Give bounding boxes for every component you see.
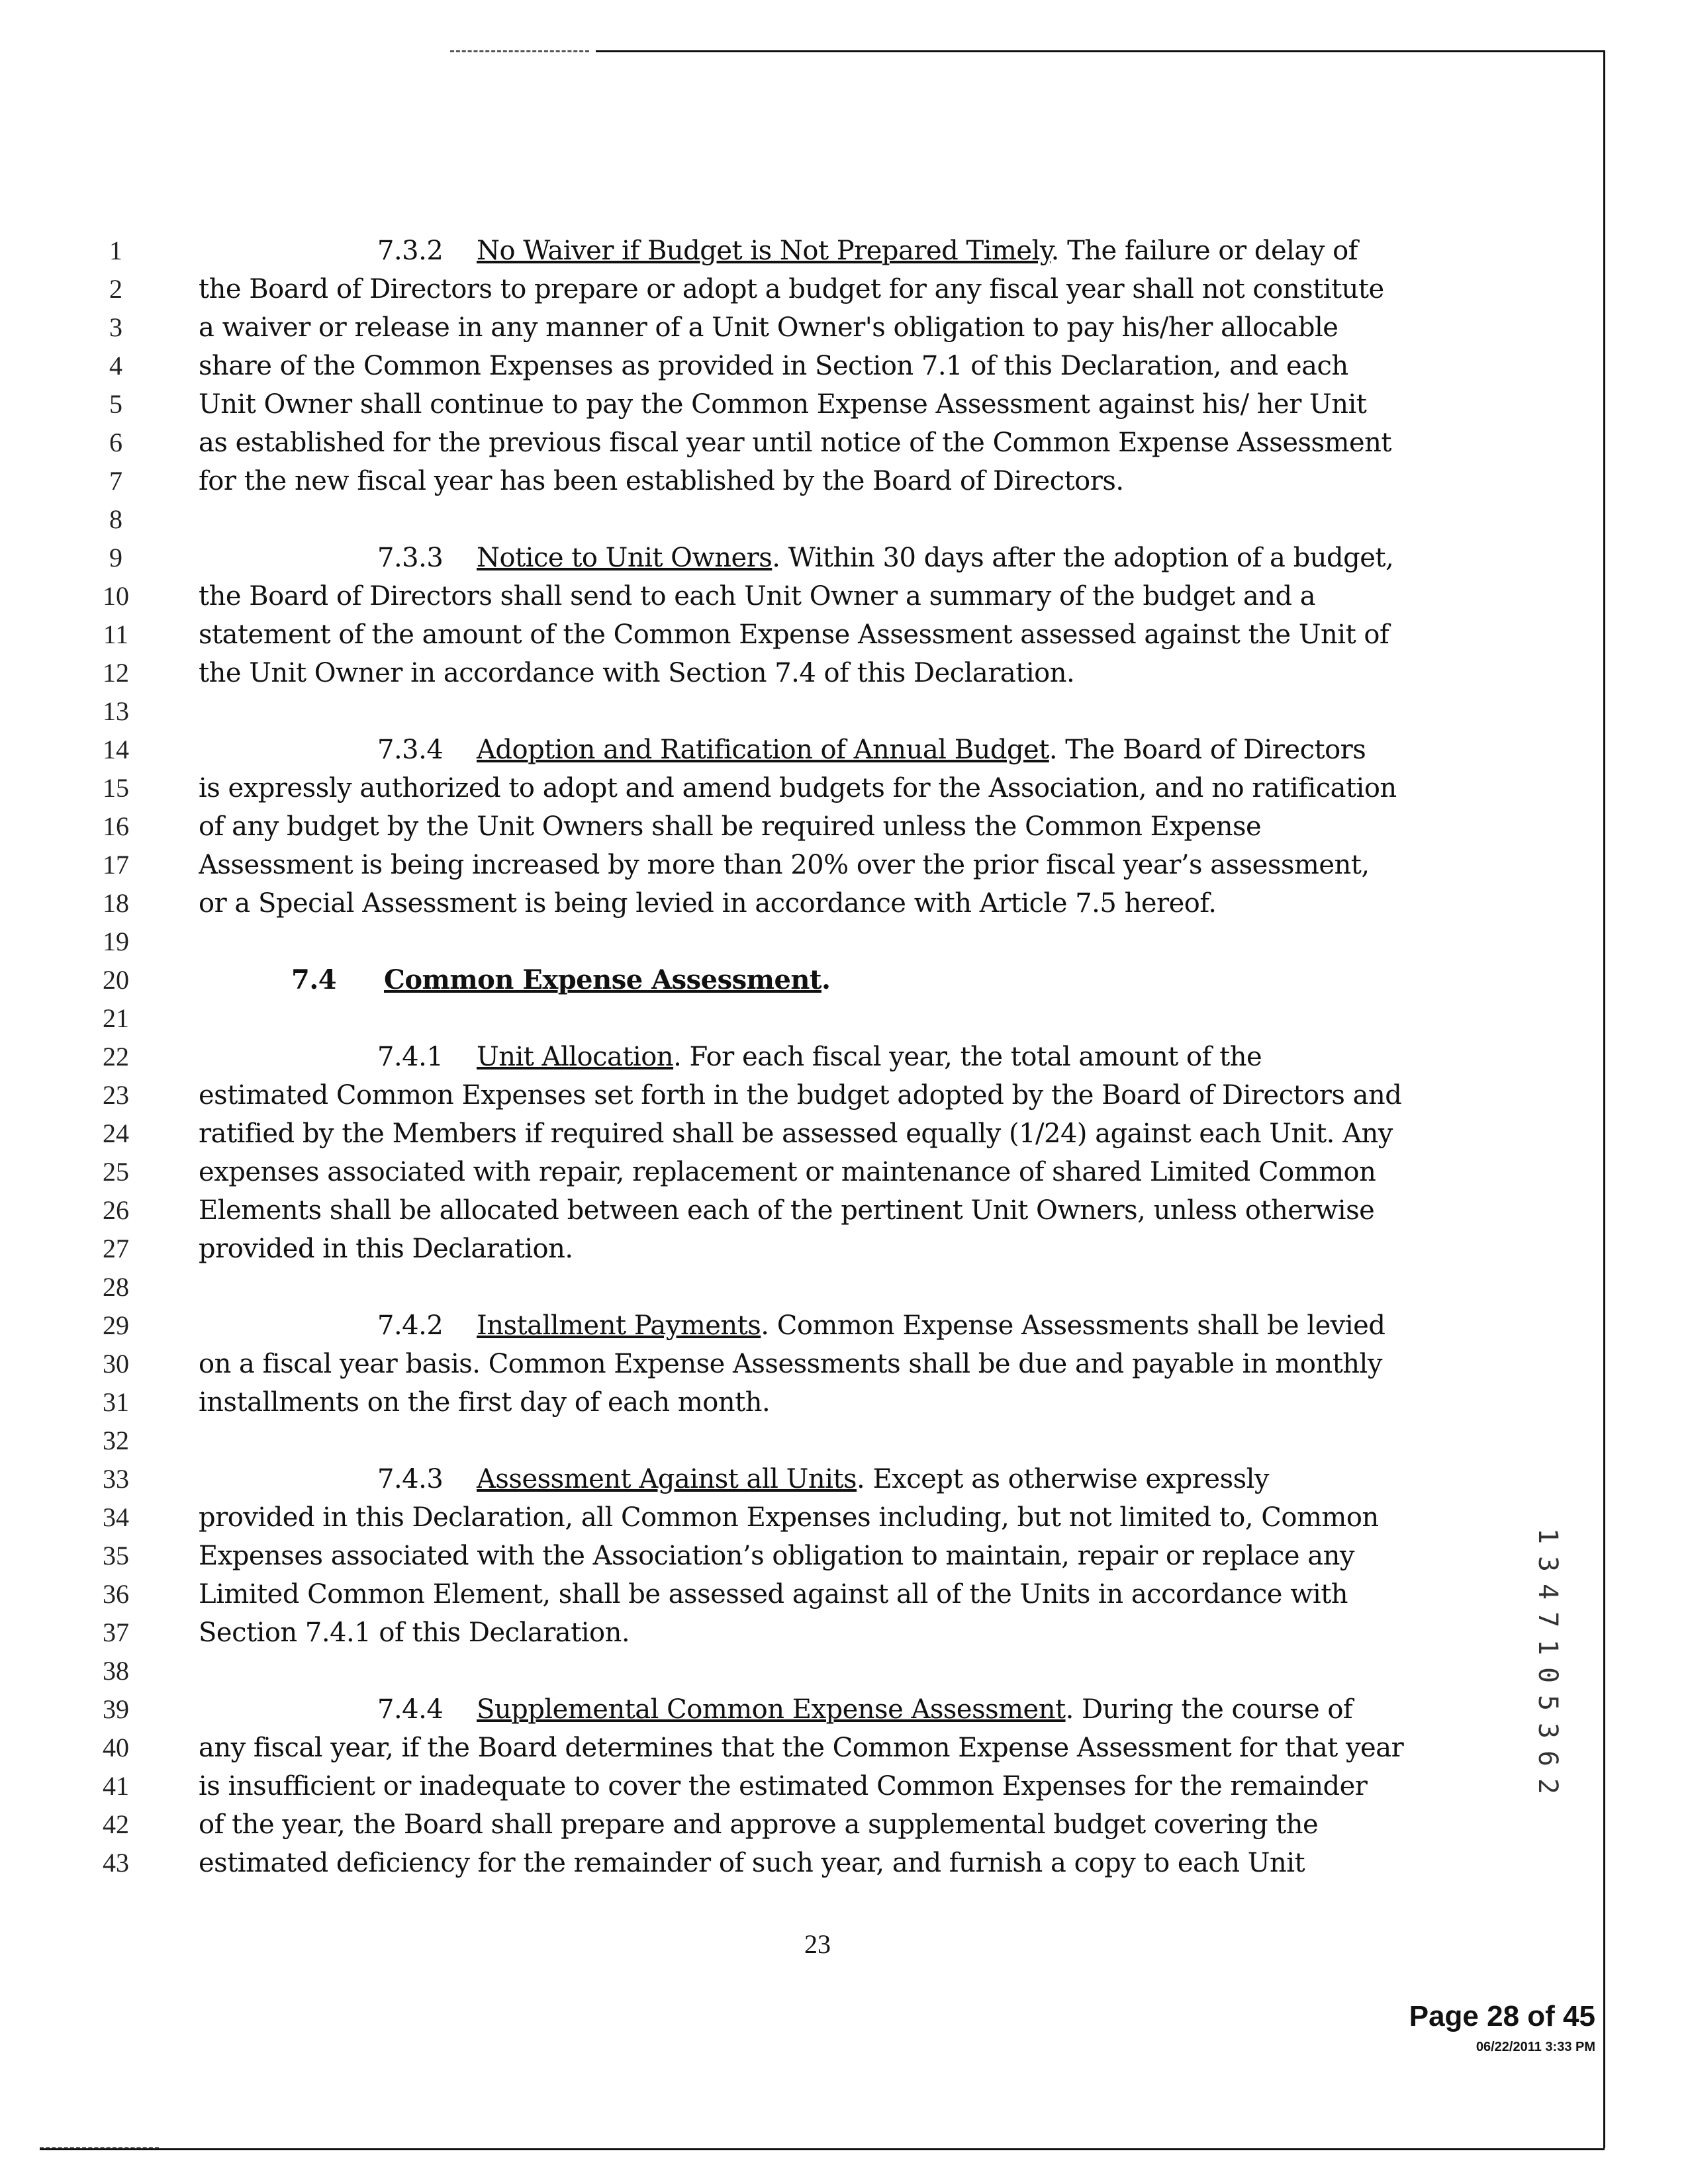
body-text: . For each fiscal year, the total amount of the <box>673 1042 1262 1072</box>
page-number: 23 <box>804 1929 831 1959</box>
body-text: . The failure or delay of <box>1051 236 1358 266</box>
side-stamp-digit: 3 <box>1532 1722 1563 1739</box>
section-7-4-1-line-1 <box>199 1038 1589 1076</box>
heading-punctuation: . <box>821 964 831 995</box>
body-text: . Except as otherwise expressly <box>857 1464 1270 1494</box>
line-number: 25 <box>103 1157 129 1187</box>
section-heading: Assessment Against all Units <box>477 1464 857 1494</box>
line-number: 1 <box>109 236 122 265</box>
side-stamp-digit: 2 <box>1532 1778 1563 1795</box>
section-number: 7.3.4 <box>377 735 444 765</box>
line-number: 6 <box>109 428 122 457</box>
side-stamp-digit: 4 <box>1532 1583 1563 1600</box>
line-number: 26 <box>103 1195 129 1225</box>
line-number: 20 <box>103 965 129 995</box>
line-number: 7 <box>109 466 122 496</box>
section-heading: Unit Allocation <box>477 1042 674 1072</box>
line-number: 5 <box>109 389 122 419</box>
line-number: 11 <box>103 619 129 649</box>
body-line: is insufficient or inadequate to cover the estimated Common Expenses for the remainder <box>199 1771 1368 1801</box>
side-stamp-digit: 1 <box>1532 1639 1563 1656</box>
line-number: 32 <box>103 1426 129 1455</box>
section-7-4-3-line-1 <box>199 1460 1589 1498</box>
side-stamp-digit: 6 <box>1532 1750 1563 1767</box>
page-border-top-dashed <box>450 50 589 52</box>
body-line: of the year, the Board shall prepare and approve a supplemental budget covering the <box>199 1809 1319 1840</box>
body-text: . Within 30 days after the adoption of a budget, <box>772 543 1394 573</box>
section-number: 7.3.2 <box>377 236 444 266</box>
line-number: 13 <box>103 696 129 726</box>
body-line: provided in this Declaration. <box>199 1234 573 1264</box>
side-stamp-digit: 5 <box>1532 1694 1563 1711</box>
line-number: 41 <box>103 1771 129 1801</box>
section-number: 7.3.3 <box>377 543 444 573</box>
line-number: 35 <box>103 1541 129 1570</box>
body-text: . The Board of Directors <box>1049 735 1366 765</box>
body-line: of any budget by the Unit Owners shall be required unless the Common Expense <box>199 811 1262 842</box>
line-number: 23 <box>103 1080 129 1110</box>
section-7-3-3-line-1 <box>199 539 1589 577</box>
line-number: 9 <box>109 543 122 572</box>
body-line: the Unit Owner in accordance with Section 7.4 of this Declaration. <box>199 658 1075 688</box>
body-line: is expressly authorized to adopt and amend budgets for the Association, and no ratification <box>199 773 1397 803</box>
body-line: provided in this Declaration, all Common Expenses including, but not limited to, Common <box>199 1502 1379 1533</box>
line-number: 28 <box>103 1272 129 1302</box>
side-stamp-digit: 7 <box>1532 1611 1563 1628</box>
page-border-top <box>596 50 1603 52</box>
body-line: share of the Common Expenses as provided in Section 7.1 of this Declaration, and each <box>199 351 1348 381</box>
line-number: 2 <box>109 274 122 304</box>
body-line: a waiver or release in any manner of a Unit Owner's obligation to pay his/her allocable <box>199 312 1338 343</box>
body-line: or a Special Assessment is being levied in accordance with Article 7.5 hereof. <box>199 888 1217 919</box>
section-heading: Supplemental Common Expense Assessment <box>477 1694 1066 1725</box>
line-number: 36 <box>103 1579 129 1609</box>
section-7-4-4-line-1 <box>199 1690 1589 1729</box>
line-number: 39 <box>103 1694 129 1724</box>
body-line: Assessment is being increased by more than 20% over the prior fiscal year’s assessment, <box>199 850 1370 880</box>
side-stamp-digit: 3 <box>1532 1555 1563 1572</box>
line-number: 4 <box>109 351 122 381</box>
body-line: estimated Common Expenses set forth in the budget adopted by the Board of Directors and <box>199 1080 1402 1111</box>
body-line: ratified by the Members if required shall be assessed equally (1/24) against each Unit. Any <box>199 1118 1393 1149</box>
body-line: any fiscal year, if the Board determines that the Common Expense Assessment for that year <box>199 1733 1404 1763</box>
side-stamp-digit: 0 <box>1532 1666 1563 1684</box>
line-number: 3 <box>109 312 122 342</box>
body-line: on a fiscal year basis. Common Expense Assessments shall be due and payable in monthly <box>199 1349 1382 1379</box>
body-line: expenses associated with repair, replacement or maintenance of shared Limited Common <box>199 1157 1376 1187</box>
section-7-4-heading <box>199 961 1503 999</box>
section-7-4-2-line-1 <box>199 1306 1589 1345</box>
page-border-right <box>1603 50 1605 2148</box>
line-number: 37 <box>103 1617 129 1647</box>
body-line: statement of the amount of the Common Expense Assessment assessed against the Unit of <box>199 619 1389 650</box>
line-number: 17 <box>103 850 129 880</box>
section-heading: Installment Payments <box>477 1310 761 1341</box>
line-number: 14 <box>103 735 129 764</box>
line-number: 38 <box>103 1656 129 1686</box>
section-7-3-4-line-1 <box>199 731 1589 769</box>
side-document-number <box>1534 1522 1574 1853</box>
section-heading: Notice to Unit Owners <box>477 543 773 573</box>
line-number: 27 <box>103 1234 129 1263</box>
recording-page-stamp: Page 28 of 45 <box>1409 2000 1595 2032</box>
line-number: 43 <box>103 1848 129 1878</box>
section-number: 7.4.2 <box>377 1310 444 1341</box>
line-number: 10 <box>103 581 129 611</box>
line-number: 19 <box>103 927 129 956</box>
line-number: 31 <box>103 1387 129 1417</box>
body-line: Limited Common Element, shall be assessed against all of the Units in accordance with <box>199 1579 1348 1610</box>
body-line: the Board of Directors shall send to each Unit Owner a summary of the budget and a <box>199 581 1316 612</box>
line-number: 24 <box>103 1118 129 1148</box>
body-text: . During the course of <box>1065 1694 1353 1725</box>
section-heading: No Waiver if Budget is Not Prepared Timely <box>477 236 1051 266</box>
line-number: 16 <box>103 811 129 841</box>
line-number: 33 <box>103 1464 129 1494</box>
section-heading: Adoption and Ratification of Annual Budget <box>477 735 1049 765</box>
section-number: 7.4.3 <box>377 1464 444 1494</box>
line-number: 42 <box>103 1809 129 1839</box>
side-stamp-digit: 1 <box>1532 1527 1563 1545</box>
body-line: estimated deficiency for the remainder of such year, and furnish a copy to each Unit <box>199 1848 1305 1878</box>
recording-datetime-stamp: 06/22/2011 3:33 PM <box>1476 2040 1595 2054</box>
section-7-3-2-line-1 <box>199 232 1589 270</box>
line-number: 34 <box>103 1502 129 1532</box>
section-number: 7.4.4 <box>377 1694 444 1725</box>
body-line: as established for the previous fiscal year until notice of the Common Expense Assessment <box>199 428 1391 458</box>
body-text: . Common Expense Assessments shall be levied <box>761 1310 1385 1341</box>
section-number: 7.4 <box>291 964 337 995</box>
body-line: Section 7.4.1 of this Declaration. <box>199 1617 630 1648</box>
line-number: 15 <box>103 773 129 803</box>
line-number: 30 <box>103 1349 129 1379</box>
line-number: 12 <box>103 658 129 688</box>
body-line: for the new fiscal year has been established by the Board of Directors. <box>199 466 1124 496</box>
section-heading: Common Expense Assessment <box>384 964 821 995</box>
page-border-bottom <box>40 2148 1605 2150</box>
line-number: 8 <box>109 504 122 534</box>
body-line: Expenses associated with the Association’s obligation to maintain, repair or replace any <box>199 1541 1354 1571</box>
line-number: 40 <box>103 1733 129 1762</box>
body-line: Unit Owner shall continue to pay the Common Expense Assessment against his/ her Unit <box>199 389 1367 420</box>
line-number: 21 <box>103 1003 129 1033</box>
section-number: 7.4.1 <box>377 1042 444 1072</box>
line-number: 29 <box>103 1310 129 1340</box>
body-line: Elements shall be allocated between each of the pertinent Unit Owners, unless otherwise <box>199 1195 1375 1226</box>
line-number: 18 <box>103 888 129 918</box>
body-line: the Board of Directors to prepare or adopt a budget for any fiscal year shall not constitute <box>199 274 1384 304</box>
body-line: installments on the first day of each month. <box>199 1387 771 1418</box>
line-number: 22 <box>103 1042 129 1071</box>
